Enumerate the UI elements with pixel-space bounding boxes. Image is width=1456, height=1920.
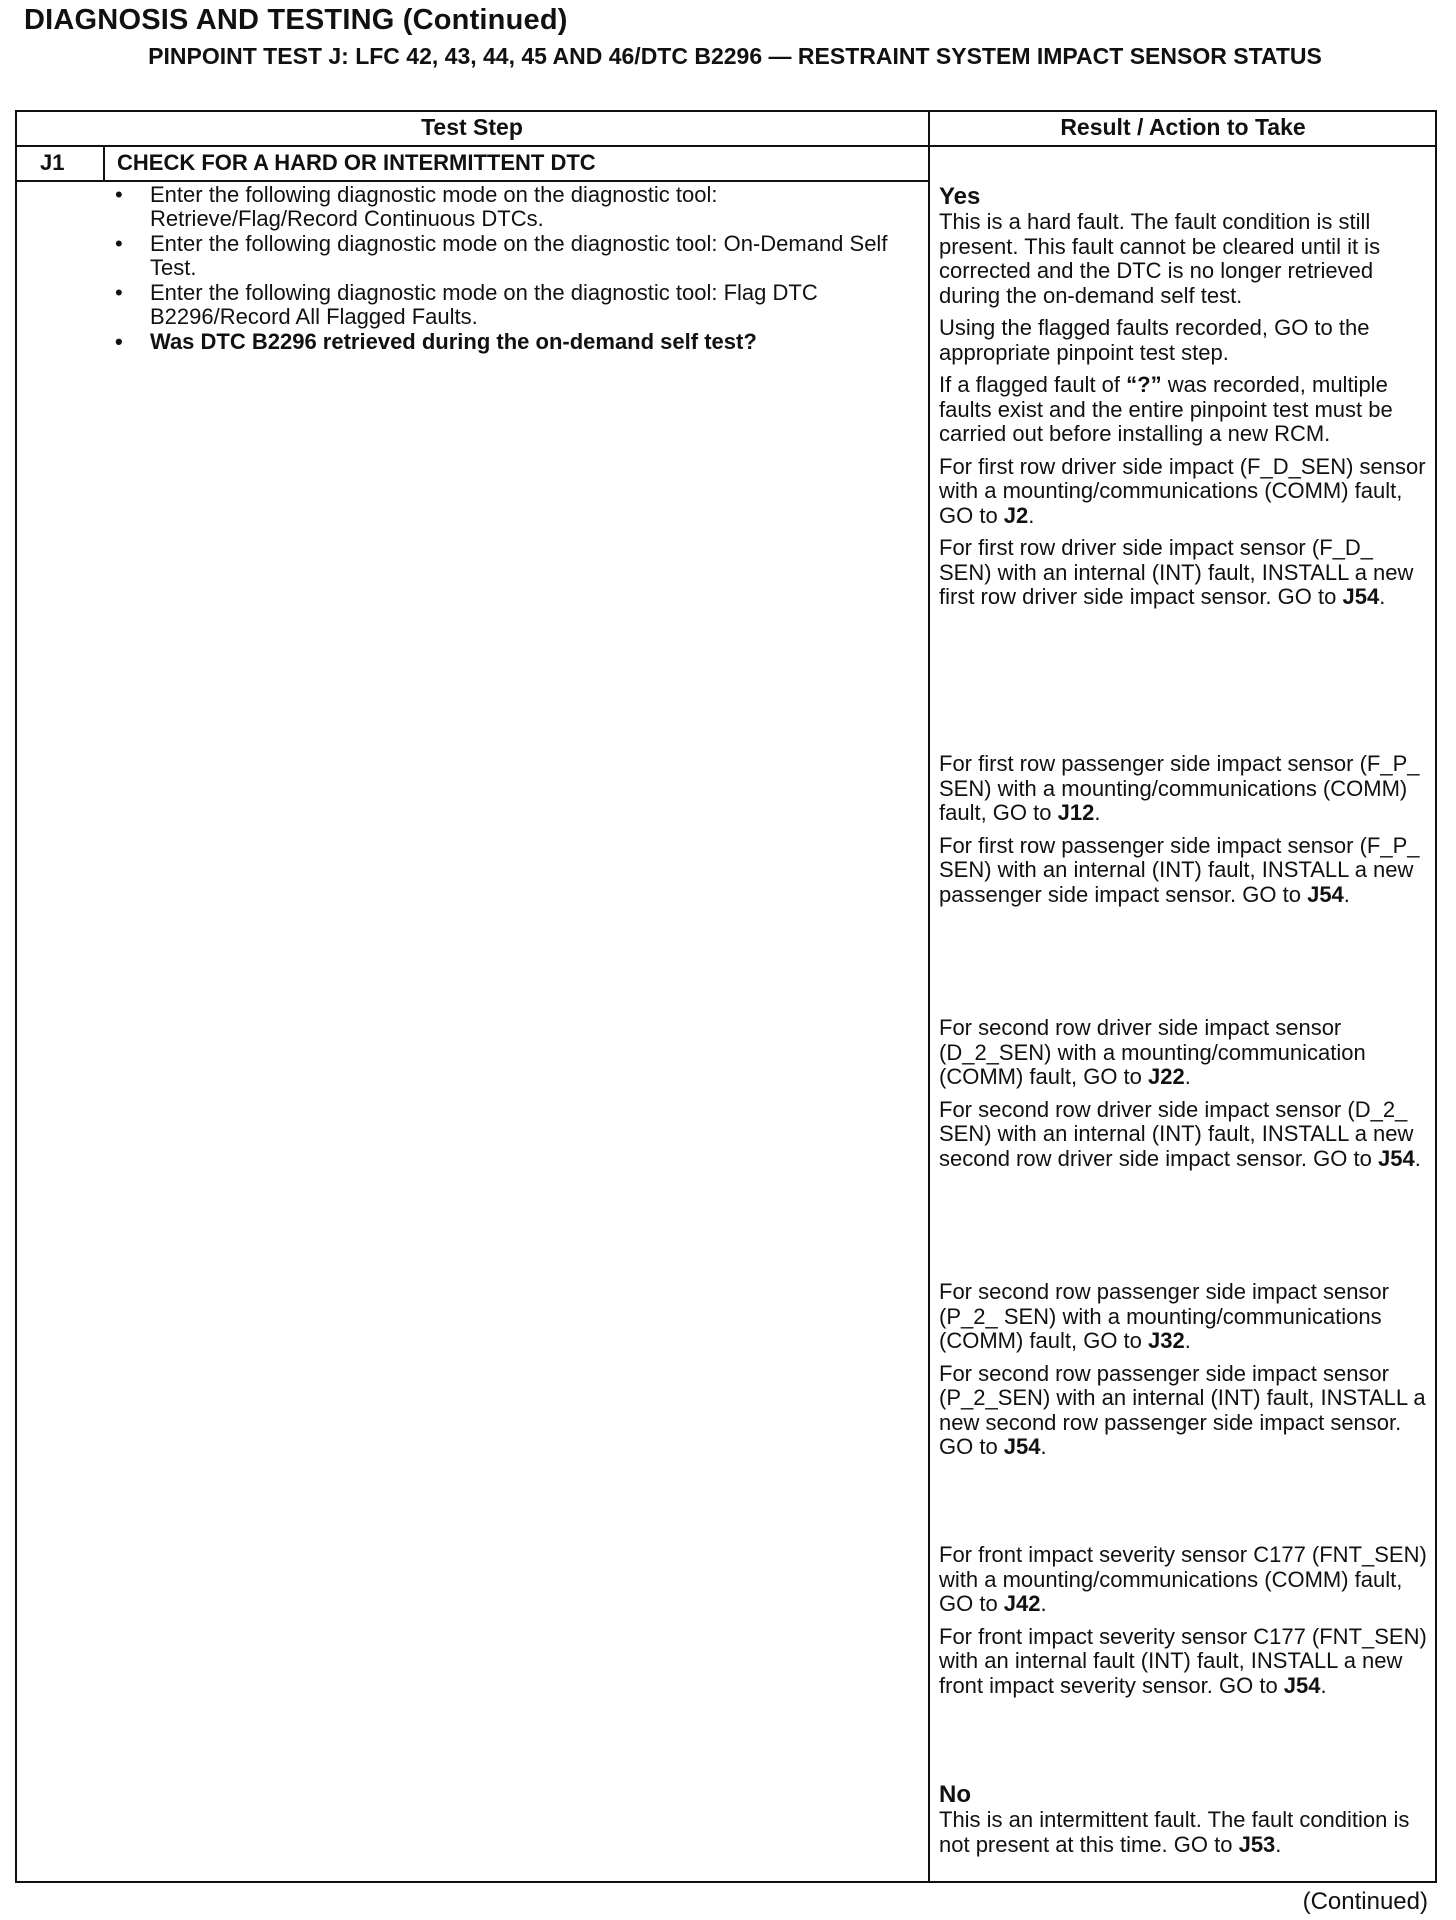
result-block-p-2 [939,1280,1427,1460]
step-reference: J54 [1342,584,1380,609]
result-block-f-p [939,752,1427,907]
step-reference: J2 [1003,502,1029,528]
test-step-list [105,183,925,355]
result-block-d-2 [939,1016,1427,1171]
action-item: For front impact severity sensor C177 (FNT_SEN) with an internal fault (INT) fault, INSTALL a new front impact severity sensor. GO to J54. [939,1623,1427,1698]
step-reference: J22 [1148,1064,1185,1089]
step-reference: J32 [1148,1328,1185,1353]
continued-label: (Continued) [1302,1888,1428,1915]
step-reference: J54 [1307,881,1344,907]
page-title: DIAGNOSIS AND TESTING (Continued) [24,4,568,36]
step-reference: J54 [1283,1672,1321,1698]
column-header-result: Result / Action to Take [1060,114,1306,140]
list-item: • Enter the following diagnostic mode on the diagnostic tool: On-Demand Self Test. [105,232,925,280]
result-no-block [939,1782,1427,1857]
step-reference: J53 [1238,1831,1276,1857]
action-item: For second row passenger side impact sensor (P_2_SEN) with an internal (INT) fault, INSTALL a new second row passenger side impact sensor. GO to J54. [939,1360,1426,1459]
column-divider [928,110,930,1883]
step-title: CHECK FOR A HARD OR INTERMITTENT DTC [117,150,596,175]
action-item: For first row driver side impact (F_D_SEN) sensor with a mounting/communications (COMM) fault, GO to J2. [939,453,1426,528]
action-item: For first row passenger side impact sensor (F_P_ SEN) with an internal (INT) fault, INSTALL a new passenger side impact sensor. GO to J54. [939,832,1420,907]
yes-label: Yes [939,183,981,210]
no-label: No [939,1781,971,1808]
action-item: For second row driver side impact sensor (D_2_SEN) with a mounting/communication (COMM) fault, GO to J22. [939,1015,1366,1089]
flagged-faults-text: Using the flagged faults recorded, GO to the appropriate pinpoint test step. [939,315,1370,365]
step-reference: J12 [1057,800,1095,825]
header-divider [15,145,1437,147]
pinpoint-test-title: PINPOINT TEST J: LFC 42, 43, 44, 45 AND 46/DTC B2296 — RESTRAINT SYSTEM IMPACT SENSOR STATUS [148,43,1322,69]
action-item: For first row passenger side impact sensor (F_P_ SEN) with a mounting/communications (COMM) fault, GO to J12. [939,751,1420,825]
yes-description: This is a hard fault. The fault condition is still present. This fault cannot be cleared until it is corrected and the DTC is no longer retrieved during the on-demand self test. [939,209,1381,308]
step-reference: J42 [1003,1591,1041,1616]
result-block-fnt [939,1543,1427,1698]
action-item: For first row driver side impact sensor (F_D_ SEN) with an internal (INT) fault, INSTALL a new first row driver side impact sensor. GO to J54. [939,535,1414,609]
list-item: • Enter the following diagnostic mode on the diagnostic tool: Flag DTC B2296/Record All Flagged Faults. [105,281,925,329]
action-item: For second row driver side impact sensor (D_2_ SEN) with an internal (INT) fault, INSTALL a new second row driver side impact sensor. GO to J54. [939,1096,1421,1171]
result-yes-block [939,184,1427,610]
list-item: • Enter the following diagnostic mode on the diagnostic tool: Retrieve/Flag/Record Continuous DTCs. [105,183,925,231]
step-reference: J54 [1377,1145,1415,1171]
step-reference: J54 [1003,1434,1041,1459]
step-id: J1 [40,150,65,175]
column-header-test-step: Test Step [421,114,523,140]
action-item: For second row passenger side impact sensor (P_2_ SEN) with a mounting/communications (COMM) fault, GO to J32. [939,1279,1389,1353]
no-description: This is an intermittent fault. The fault condition is not present at this time. GO to J53. [939,1807,1410,1857]
list-item-question: • Was DTC B2296 retrieved during the on-demand self test? [105,330,925,354]
action-item: For front impact severity sensor C177 (FNT_SEN) with a mounting/communications (COMM) fault, GO to J42. [939,1542,1427,1616]
step-id-divider [103,145,105,181]
multiple-faults-text: If a flagged fault of “?” was recorded, multiple faults exist and the entire pinpoint test must be carried out before installing a new RCM. [939,372,1393,446]
